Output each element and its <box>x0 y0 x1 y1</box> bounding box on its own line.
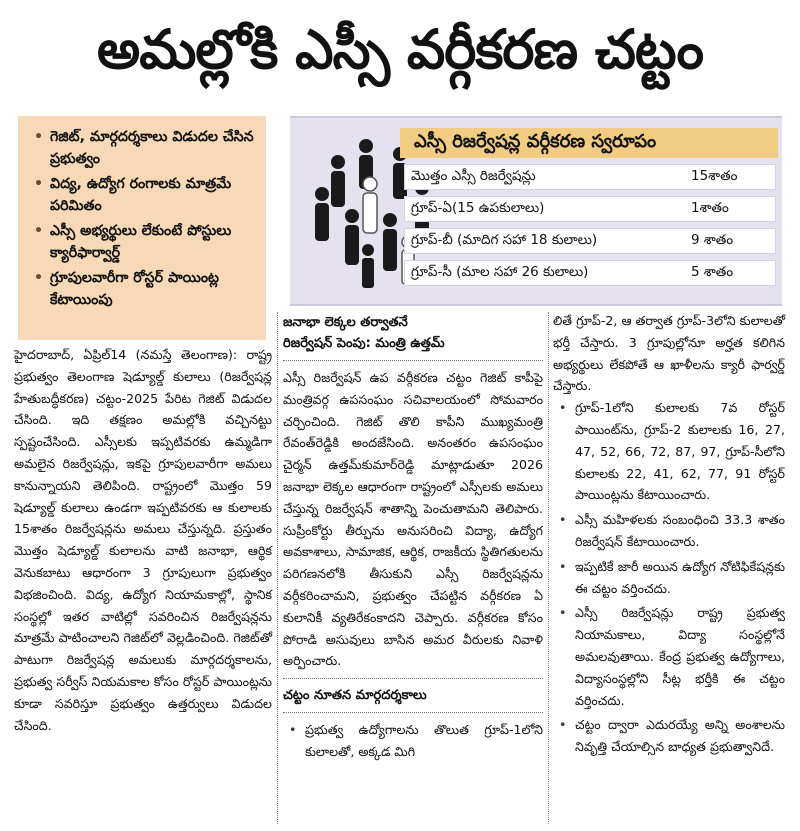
article-body: లితే గ్రూప్‌-2, ఆ తర్వాత గ్రూప్‌-3లోని కులాలతో భర్తీ చేస్తారు. 3 గ్రూపుల్లోనూ అర్హత కలిగిన అభ్యర్థులు లేకపోతే ఆ ఖాళీలను క్యారీ ఫార్వర్డ్‌ చేస్తారు. <box>553 313 785 394</box>
divider <box>283 360 543 361</box>
list-item: • గ్రూప్‌-1లోని కులాలకు 7వ రోస్టర్‌ పాయింట్‌ను, గ్రూప్‌-2 కులాలకు 16, 27, 47, 52, 66, 72, 87, 97, గ్రూప్‌-సీలోని కులాలకు 22, 41, 62, 77, 91 రోస్టర్‌ పాయింట్లను కేటాయించారు. <box>553 397 785 506</box>
highlights-list <box>30 126 258 311</box>
row-value: 15శాతం <box>691 167 738 184</box>
row-value: 9 శాతం <box>691 231 734 248</box>
list-item: • ప్రభుత్వ ఉద్యోగాలను తొలుత గ్రూప్‌-1లోని కులాలతో, అక్కడ మిగి <box>283 719 543 763</box>
article-column-1 <box>14 344 272 736</box>
highlights-box <box>18 116 266 340</box>
column-divider <box>277 312 278 824</box>
guidelines-list <box>553 397 785 758</box>
row-label: మొత్తం ఎస్సీ రిజర్వేషన్లు <box>411 167 536 184</box>
subheading: జనాభా లెక్కల తర్వాతనే <box>283 315 408 330</box>
highlight-item: • గ్రూపులవారీగా రోస్టర్‌ పాయింట్ల కేటాయింపు <box>30 267 258 311</box>
article-column-3 <box>553 310 785 761</box>
row-label: గ్రూప్‌-బీ (మాదిగ సహా 18 కులాలు) <box>411 231 598 248</box>
highlight-item: • విద్య, ఉద్యోగ రంగాలకు మాత్రమే పరిమితం <box>30 173 258 217</box>
reservation-title: ఎస్సీ రిజర్వేషన్ల వర్గీకరణ స్వరూపం <box>400 128 778 158</box>
list-item: • ఎస్సీ మహిళలకు సంబంధించి 33.3 శాతం రిజర్వేషన్‌ కేటాయించారు. <box>553 509 785 553</box>
row-value: 5 శాతం <box>691 263 734 280</box>
subheading: చట్టం నూతన మార్గదర్శకాలు <box>283 688 427 704</box>
guidelines-list <box>283 719 543 763</box>
reservation-row <box>404 196 776 222</box>
article-column-2 <box>283 312 543 766</box>
reservation-row <box>404 228 776 254</box>
column-divider <box>548 312 549 824</box>
reservation-table <box>404 164 776 292</box>
divider <box>283 712 543 713</box>
reservation-row <box>404 164 776 190</box>
list-item: • ఇప్పటికే జారీ అయిన ఉద్యోగ నోటిఫికేషన్లకు ఈ చట్టం వర్తించదు. <box>553 556 785 600</box>
list-item: • చట్టం ద్వారా ఎదురయ్యే అన్ని అంశాలను నివృత్తి చేయాల్సిన బాధ్యత ప్రభుత్వానిదే. <box>553 714 785 758</box>
highlight-item: • ఎస్సీ అభ్యర్థులు లేకుంటే పోస్టులు క్యారీఫార్వార్డ్‌ <box>30 220 258 264</box>
row-label: గ్రూప్‌-ఏ(15 ఉపకులాలు) <box>411 199 545 216</box>
reservation-row <box>404 260 776 286</box>
row-label: గ్రూప్‌-సీ (మాల సహా 26 కులాలు) <box>411 263 589 280</box>
headline: అమల్లోకి ఎస్సీ వర్గీకరణ చట్టం <box>97 17 703 81</box>
article-body: ఎస్సీ రిజర్వేషన్‌ ఉప వర్గీకరణ చట్టం గెజిట్‌ కాపీపై మంత్రివర్గ ఉపసంఘం సచివాలయంలో సోమవారం చర్చించింది. గెజిట్‌ తొలి కాపీని ముఖ్యమంత్రి రేవంత్‌రెడ్డికి అందజేసింది. అనంతరం ఉపసంఘం చైర్మన్‌ ఉత్తమ్‌కుమార్‌రెడ్డి మాట్లాడుతూ 2026 జనాభా లెక్కల ఆధారంగా రాష్ట్రంలో ఎస్సీలకు అమలు చేస్తున్న రిజర్వేషన్‌ శాతాన్ని పెంచుతామని తెలిపారు. సుప్రీంకోర్టు తీర్పును అనుసరించి విద్యా, ఉద్యోగ అవకాశాలు, సామాజిక, ఆర్థిక, రాజకీయ స్థితిగతులను పరిగణనలోకి తీసుకుని ఎస్సీ రిజర్వేషన్లను వర్గీకరించామని, ప్రభుత్వం చేపట్టిన వర్గీకరణ ఏ కులానికీ వ్యతిరేకంకాదని చెప్పారు. వర్గీకరణ కోసం పోరాడి అసువులు బాసిన అమర వీరులకు నివాళి అర్పించారు. <box>283 370 543 669</box>
divider <box>283 678 543 679</box>
list-item: • ఎస్సీ రిజర్వేషన్లు రాష్ట్ర ప్రభుత్వ నియామకాలు, విద్యా సంస్థల్లోనే అమలవుతాయి. కేంద్ర ప్రభుత్వ ఉద్యోగాలు, విద్యాసంస్థల్లోని సీట్ల భర్తీకి ఈ చట్టం వర్తించదు. <box>553 602 785 711</box>
subheading: రిజర్వేషన్‌ పెంపు: మంత్రి ఉత్తమ్‌ <box>283 336 445 351</box>
article-body: హైదరాబాద్‌, ఏప్రిల్‌14 (నమస్తే తెలంగాణ): రాష్ట్ర ప్రభుత్వం తెలంగాణ షెడ్యూల్డ్‌ కులాలు (రిజర్వేషన్ల హేతుబద్ధీకరణ) చట్టం-2025 పేరిట గెజిట్‌ విడుదల చేసింది. ఇది తక్షణం అమల్లోకి వచ్చినట్టు స్పష్టంచేసింది. ఎస్సీలకు ఇప్పటివరకు ఉమ్మడిగా అమలైన రిజర్వేషన్లు, ఇకపై గ్రూపులవారీగా అమలు కానున్నాయని తెలిపింది. రాష్ట్రంలో మొత్తం 59 షెడ్యూల్డ్‌ కులాలు ఉండగా ఇప్పటివరకు ఆ కులాలకు 15శాతం రిజర్వేషన్లను అమలు చేస్తున్నది. ప్రస్తుతం మొత్తం షెడ్యూల్డ్‌ కులాలను వాటి జనాభా, ఆర్థిక వెనుకబాటు ఆధారంగా 3 గ్రూపులుగా ప్రభుత్వం విభజించింది. విద్య, ఉద్యోగ నియామకాల్లో, స్థానిక సంస్థల్లో ఇతర వాటిల్లో సవరించిన రిజర్వేషన్లను మాత్రమే పాటించాలని గెజిట్‌లో వెల్లడించింది. గెజిట్‌తో పాటుగా రిజర్వేషన్ల అమలుకు మార్గదర్శకాలను, ప్రభుత్వ సర్వీస్‌ నియమకాల కోసం రోస్టర్‌ పాయింట్లను కూడా సవరిస్తూ ప్రభుత్వం ఉత్తర్వులు విడుదల చేసింది. <box>14 347 272 733</box>
row-value: 1శాతం <box>691 199 729 216</box>
highlight-item: • గెజిట్‌, మార్గదర్శకాలు విడుదల చేసిన ప్రభుత్వం <box>30 126 258 170</box>
